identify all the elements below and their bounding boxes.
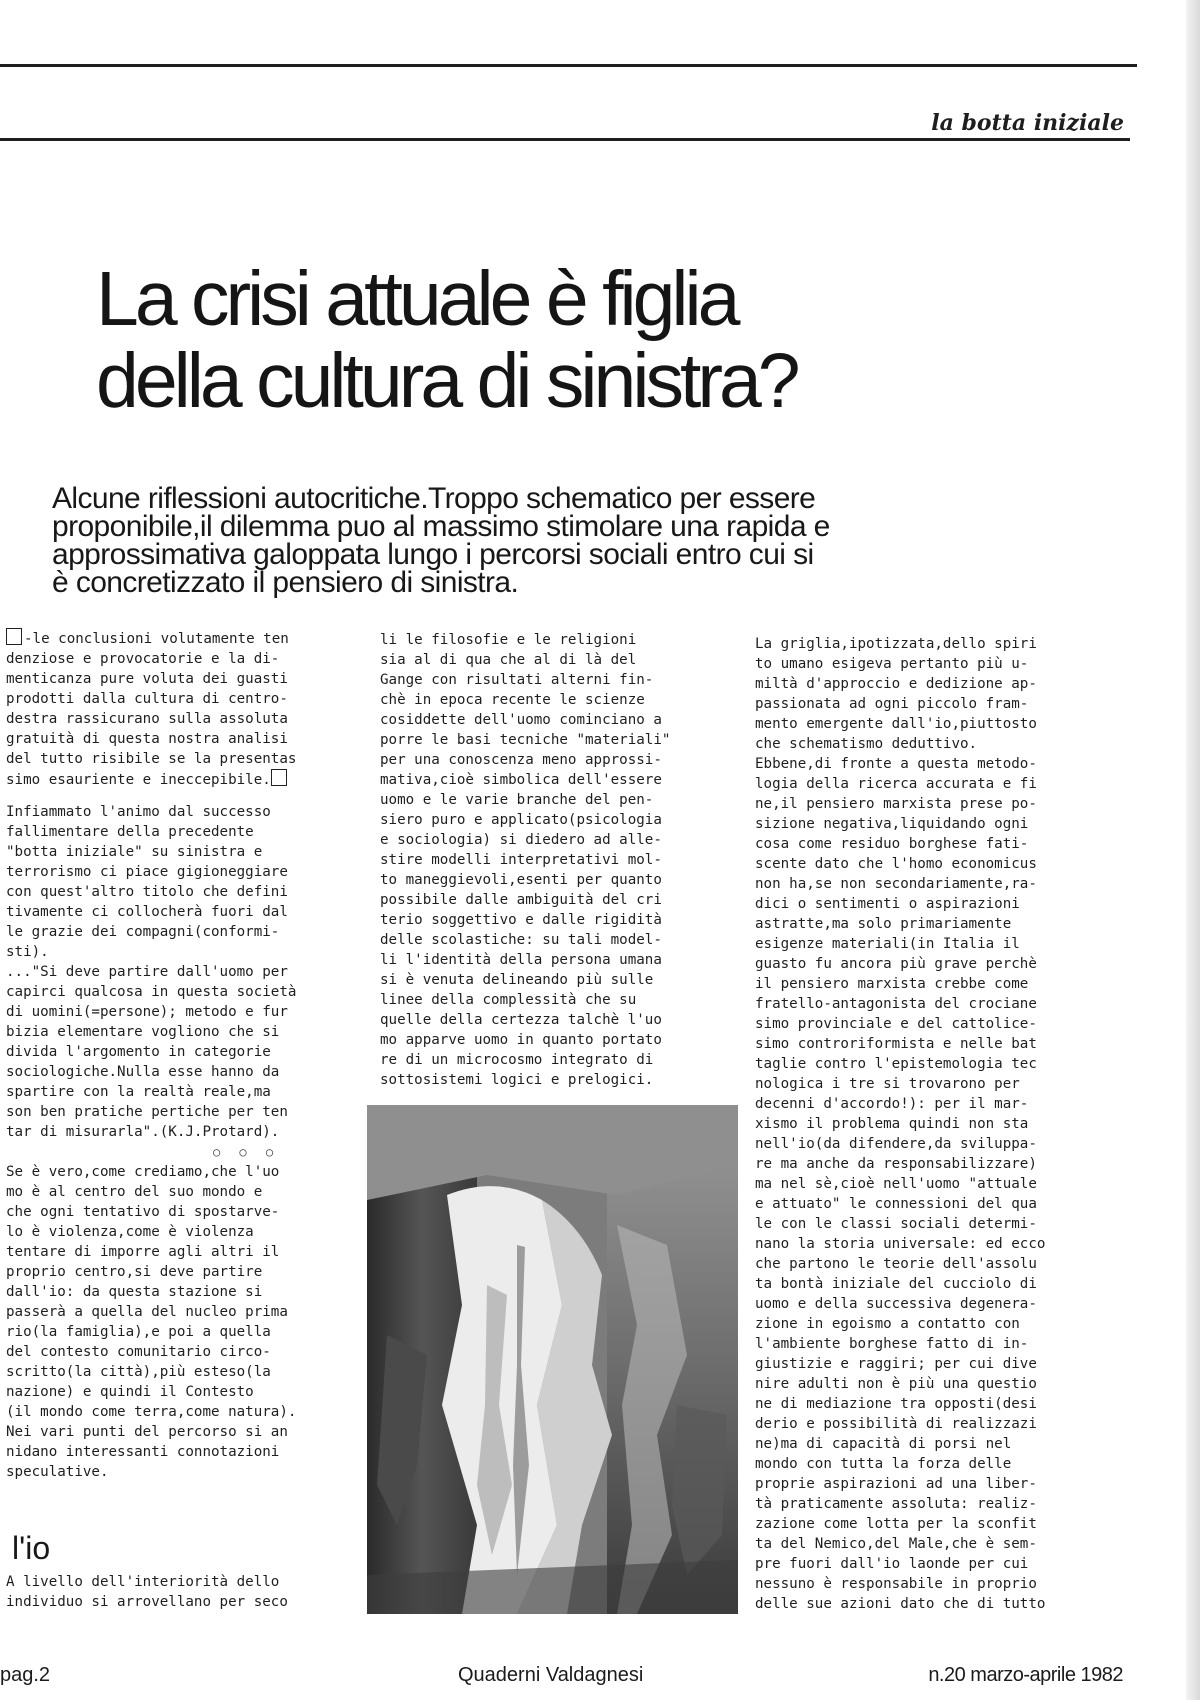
headline-line: della cultura di sinistra?: [96, 338, 797, 424]
text-line: [6, 1102, 366, 1122]
footer-publication: Quaderni Valdagnesi: [458, 1664, 644, 1686]
text-line-content: Ebbene,di fronte a questa metodo-: [755, 756, 1037, 772]
text-line-content: Se è vero,come crediamo,che l'uo: [6, 1164, 280, 1180]
text-line-content: li l'identità della persona umana: [380, 952, 662, 968]
text-line-content: guasto fu ancora più grave perchè: [755, 956, 1037, 972]
text-line: [755, 794, 1125, 814]
article-column-1-continued: [6, 1572, 366, 1612]
text-line: [755, 1274, 1125, 1294]
text-line: [755, 754, 1125, 774]
text-line-content: fallimentare della precedente: [6, 824, 254, 840]
text-line-content: porre le basi tecniche "materiali": [380, 732, 671, 748]
text-line: [380, 710, 740, 730]
text-line-content: sti).: [6, 944, 49, 960]
text-line-content: delle sue azioni dato che di tutto: [755, 1596, 1046, 1612]
text-line-content: terrorismo ci piace gigioneggiare: [6, 864, 288, 880]
text-line: [6, 922, 366, 942]
text-line: [755, 854, 1125, 874]
text-line: [6, 628, 366, 649]
text-line-content: La griglia,ipotizzata,dello spiri: [755, 636, 1037, 652]
text-line: [755, 994, 1125, 1014]
text-line: [755, 874, 1125, 894]
text-line-content: logia della ricerca accurata e fi: [755, 776, 1037, 792]
text-line-content: "botta iniziale" su sinistra e: [6, 844, 263, 860]
text-line: [6, 1182, 366, 1202]
text-line: [755, 1574, 1125, 1594]
text-line-content: passionata ad ogni piccolo fram-: [755, 696, 1029, 712]
text-line-content: ..."Si deve partire dall'uomo per: [6, 964, 288, 980]
deck: [52, 482, 1052, 599]
text-line: [380, 850, 740, 870]
text-line-content: mo è al centro del suo mondo e: [6, 1184, 263, 1200]
text-line: [755, 734, 1125, 754]
text-line-content: gratuità di questa nostra analisi: [6, 731, 288, 747]
text-line: [755, 714, 1125, 734]
text-line: [380, 1050, 740, 1070]
text-line-content: giustizie e raggiri; per cui dive: [755, 1356, 1037, 1372]
footer-issue: n.20 marzo-aprile 1982: [928, 1664, 1123, 1686]
text-line-content: ne,il pensiero marxista prese po-: [755, 796, 1037, 812]
text-line-content: xismo il problema quindi non sta: [755, 1116, 1029, 1132]
text-line: [6, 1202, 366, 1222]
text-line: [6, 1042, 366, 1062]
text-line: [380, 910, 740, 930]
illustration-photo: [367, 1105, 738, 1614]
text-line-content: l'ambiente borghese fatto di in-: [755, 1336, 1029, 1352]
text-line: [755, 1454, 1125, 1474]
text-line-content: simo provinciale e del cattolice-: [755, 1016, 1037, 1032]
text-line-content: tentare di imporre agli altri il: [6, 1244, 280, 1260]
text-line-content: cosiddette dell'uomo cominciano a: [380, 712, 662, 728]
text-line-content: tà praticamente assoluta: realiz-: [755, 1496, 1037, 1512]
text-line: [755, 1074, 1125, 1094]
text-line-content: rio(la famiglia),e poi a quella: [6, 1324, 271, 1340]
text-line-content: e sociologia) si diedero ad alle-: [380, 832, 662, 848]
text-line: [380, 630, 740, 650]
text-line-content: terio soggettivo e dalle rigidità: [380, 912, 662, 928]
text-line-content: sociologiche.Nulla esse hanno da: [6, 1064, 280, 1080]
text-line: [6, 1282, 366, 1302]
close-box-icon: [271, 769, 287, 786]
text-line: [6, 1302, 366, 1322]
text-line-content: decenni d'accordo!): per il mar-: [755, 1096, 1029, 1112]
text-line: [6, 1222, 366, 1242]
text-line-content: ne)ma di capacità di porsi nel: [755, 1436, 1012, 1452]
text-line-content: tivamente ci collocherà fuori dal: [6, 904, 288, 920]
text-line-content: simo esauriente e ineccepibile.: [6, 772, 271, 788]
text-line-content: scente dato che l'homo economicus: [755, 856, 1037, 872]
text-line-content: li le filosofie e le religioni: [380, 632, 637, 648]
text-line: [380, 990, 740, 1010]
text-line-content: ta del Nemico,del Male,che è sem-: [755, 1536, 1037, 1552]
text-line-content: (il mondo come terra,come natura).: [6, 1404, 297, 1420]
text-line-content: spartire con la realtà reale,ma: [6, 1084, 271, 1100]
text-line: [6, 822, 366, 842]
text-line-content: nidano interessanti connotazioni: [6, 1444, 280, 1460]
section-rule: [0, 138, 1130, 141]
text-line: [6, 749, 366, 769]
section-label: la botta iniziale: [931, 110, 1124, 136]
text-line: [6, 1572, 366, 1592]
text-line: [6, 689, 366, 709]
text-line-content: le con le classi sociali determi-: [755, 1216, 1037, 1232]
text-line: [380, 790, 740, 810]
text-line: [755, 1214, 1125, 1234]
text-line-content: taglie contro l'epistemologia tec: [755, 1056, 1037, 1072]
text-line: [755, 1354, 1125, 1374]
article-column-1: [6, 628, 366, 1482]
text-line-content: chè in epoca recente le scienze: [380, 692, 645, 708]
text-line-content: destra rassicurano sulla assoluta: [6, 711, 288, 727]
text-line-content: nessuno è responsabile in proprio: [755, 1576, 1037, 1592]
text-line: [380, 1070, 740, 1090]
text-line: [6, 769, 366, 790]
text-line: [6, 1382, 366, 1402]
text-line: [380, 930, 740, 950]
text-line: [755, 674, 1125, 694]
text-line: [380, 1030, 740, 1050]
text-line-content: zazione come lotta per la sconfit: [755, 1516, 1037, 1532]
text-line-content: e attuato" le connessioni del qua: [755, 1196, 1037, 1212]
text-line-content: siero puro e applicato(psicologia: [380, 812, 662, 828]
text-line-content: non ha,se non secondariamente,ra-: [755, 876, 1037, 892]
text-line-content: bizia elementare vogliono che si: [6, 1024, 280, 1040]
text-line: [6, 1402, 366, 1422]
text-line-content: speculative.: [6, 1464, 109, 1480]
text-line: [755, 1594, 1125, 1614]
text-line: [755, 1394, 1125, 1414]
text-line: [755, 1174, 1125, 1194]
text-line-content: possibile dalle ambiguità del cri: [380, 892, 662, 908]
text-line-content: delle scolastiche: su tali model-: [380, 932, 662, 948]
text-line: [380, 650, 740, 670]
text-line-content: zione in egoismo a contatto con: [755, 1316, 1020, 1332]
text-line: [6, 1442, 366, 1462]
text-line-content: menticanza pure voluta dei guasti: [6, 671, 288, 687]
text-line-content: prodotti dalla cultura di centro-: [6, 691, 288, 707]
top-rule: [0, 64, 1137, 67]
text-line: [755, 1194, 1125, 1214]
text-line: [380, 750, 740, 770]
text-line: [6, 649, 366, 669]
text-line: [380, 970, 740, 990]
text-line-content: mo apparve uomo in quanto portato: [380, 1032, 662, 1048]
text-line-content: le grazie dei compagni(conformi-: [6, 924, 280, 940]
page-edge-shadow: [1186, 0, 1200, 1700]
text-line-content: to umano esigeva pertanto più u-: [755, 656, 1029, 672]
text-line-content: Gange con risultati alterni fin-: [380, 672, 654, 688]
text-line: [6, 962, 366, 982]
text-line-content: ma nel sè,cioè nell'uomo "attuale: [755, 1176, 1037, 1192]
text-line-content: -le conclusioni volutamente ten: [24, 631, 289, 647]
article-column-2: [380, 630, 740, 1090]
text-line: [755, 1254, 1125, 1274]
text-line-content: sia al di qua che al di là del: [380, 652, 637, 668]
text-line-content: A livello dell'interiorità dello: [6, 1574, 280, 1590]
text-line: [380, 890, 740, 910]
text-line: [755, 1414, 1125, 1434]
text-line-content: si è venuta delineando più sulle: [380, 972, 654, 988]
text-line-content: del contesto comunitario circo-: [6, 1344, 271, 1360]
text-line: [380, 950, 740, 970]
text-line-content: simo controriformista e nelle bat: [755, 1036, 1037, 1052]
text-line: [6, 1262, 366, 1282]
deck-line: Alcune riflessioni autocritiche.Troppo schematico per essere: [52, 482, 816, 515]
text-line-content: denziose e provocatorie e la di-: [6, 651, 280, 667]
text-line: [755, 974, 1125, 994]
text-line: [6, 1322, 366, 1342]
text-line-content: ne di mediazione tra opposti(desi: [755, 1396, 1037, 1412]
section-separator: [6, 1142, 366, 1162]
text-line-content: lo è violenza,come è violenza: [6, 1224, 254, 1240]
text-line-content: pre fuori dall'io laonde per cui: [755, 1556, 1029, 1572]
text-line-content: con quest'altro titolo che defini: [6, 884, 288, 900]
text-line: [6, 1082, 366, 1102]
text-line-content: del tutto risibile se la presentas: [6, 751, 297, 767]
text-line-content: proprie aspirazioni ad una liber-: [755, 1476, 1037, 1492]
text-line: [380, 1010, 740, 1030]
text-line-content: mento emergente dall'io,piuttosto: [755, 716, 1037, 732]
text-line-content: dici o sentimenti o aspirazioni: [755, 896, 1020, 912]
text-line-content: re ma anche da responsabilizzare): [755, 1156, 1037, 1172]
text-line-content: son ben pratiche pertiche per ten: [6, 1104, 288, 1120]
text-line: [755, 634, 1125, 654]
text-line-content: derio e possibilità di realizzazi: [755, 1416, 1037, 1432]
text-line: [6, 842, 366, 862]
text-line: [6, 1022, 366, 1042]
text-line-content: sottosistemi logici e prelogici.: [380, 1072, 654, 1088]
text-line-content: uomo e della successiva degenera-: [755, 1296, 1037, 1312]
text-line: [6, 942, 366, 962]
text-line-content: uomo e le varie branche del pen-: [380, 792, 654, 808]
text-line-content: cosa come residuo borghese fati-: [755, 836, 1029, 852]
text-line-content: re di un microcosmo integrato di: [380, 1052, 654, 1068]
text-line: [6, 982, 366, 1002]
text-line-content: nazione) e quindi il Contesto: [6, 1384, 254, 1400]
text-line: [6, 902, 366, 922]
headline-line: La crisi attuale è figlia: [96, 256, 737, 342]
text-line: [380, 870, 740, 890]
text-line: [755, 1334, 1125, 1354]
text-line: [755, 1054, 1125, 1074]
text-line: [380, 670, 740, 690]
text-line: [6, 1122, 366, 1142]
text-line-content: ta bontà iniziale del cucciolo di: [755, 1276, 1037, 1292]
text-line-content: miltà d'approccio e dedizione ap-: [755, 676, 1037, 692]
text-line-content: proprio centro,si deve partire: [6, 1264, 263, 1280]
text-line-content: nano la storia universale: ed ecco: [755, 1236, 1046, 1252]
text-line-content: scritto(la città),più esteso(la: [6, 1364, 271, 1380]
text-line-content: quelle della certezza talchè l'uo: [380, 1012, 662, 1028]
paragraph-gap: [6, 790, 366, 802]
text-line: [755, 934, 1125, 954]
text-line-content: mativa,cioè simbolica dell'essere: [380, 772, 662, 788]
text-line-content: divida l'argomento in categorie: [6, 1044, 271, 1060]
text-line: [755, 1434, 1125, 1454]
text-line: [755, 894, 1125, 914]
text-line-content: dall'io: da questa stazione si: [6, 1284, 263, 1300]
text-line-content: esigenze materiali(in Italia il: [755, 936, 1020, 952]
text-line-content: nologica i tre si trovarono per: [755, 1076, 1020, 1092]
text-line: [6, 1062, 366, 1082]
text-line: [755, 1134, 1125, 1154]
text-line-content: capirci qualcosa in questa società: [6, 984, 297, 1000]
text-line: [755, 1494, 1125, 1514]
text-line-content: per una conoscenza meno approssi-: [380, 752, 662, 768]
text-line-content: che partono le teorie dell'assolu: [755, 1256, 1037, 1272]
text-line: [380, 810, 740, 830]
text-line-content: astratte,ma solo primariamente: [755, 916, 1012, 932]
text-line: [755, 1534, 1125, 1554]
text-line: [755, 1374, 1125, 1394]
text-line: [755, 1314, 1125, 1334]
text-line: [6, 1362, 366, 1382]
text-line: [755, 1554, 1125, 1574]
text-line-content: nire adulti non è più una questio: [755, 1376, 1037, 1392]
text-line: [755, 1014, 1125, 1034]
text-line: [755, 1234, 1125, 1254]
text-line: [755, 834, 1125, 854]
text-line-content: individuo si arrovellano per seco: [6, 1594, 288, 1610]
text-line: [6, 882, 366, 902]
text-line-content: Infiammato l'animo dal successo: [6, 804, 271, 820]
text-line: [6, 669, 366, 689]
text-line: [380, 830, 740, 850]
text-line-content: mondo con tutta la forza delle: [755, 1456, 1012, 1472]
text-line: [6, 1242, 366, 1262]
text-line: [755, 954, 1125, 974]
deck-line: proponibile,il dilemma puo al massimo stimolare una rapida e: [52, 510, 830, 543]
deck-line: approssimativa galoppata lungo i percorsi sociali entro cui si: [52, 538, 814, 571]
text-line: [380, 770, 740, 790]
subhead-io: l'io: [12, 1530, 51, 1566]
text-line: [6, 729, 366, 749]
text-line-content: tar di misurarla".(K.J.Protard).: [6, 1124, 280, 1140]
text-line: [755, 1094, 1125, 1114]
text-line: [380, 730, 740, 750]
text-line: [6, 1002, 366, 1022]
headline: [96, 258, 1116, 422]
text-line: [755, 1514, 1125, 1534]
text-line: [755, 694, 1125, 714]
text-line-content: fratello-antagonista del crociane: [755, 996, 1037, 1012]
text-line: [6, 862, 366, 882]
text-line: [6, 1342, 366, 1362]
text-line-content: che schematismo deduttivo.: [755, 736, 978, 752]
text-line: [755, 1474, 1125, 1494]
article-column-3: [755, 634, 1125, 1614]
text-line: [6, 1162, 366, 1182]
text-line-content: to maneggievoli,esenti per quanto: [380, 872, 662, 888]
text-line: [755, 1154, 1125, 1174]
text-line: [755, 1294, 1125, 1314]
text-line-content: stire modelli interpretativi mol-: [380, 852, 662, 868]
open-box-icon: [6, 628, 22, 645]
text-line-content: passerà a quella del nucleo prima: [6, 1304, 288, 1320]
text-line: [6, 709, 366, 729]
text-line-content: di uomini(=persone); metodo e fur: [6, 1004, 288, 1020]
text-line: [755, 774, 1125, 794]
text-line-content: ○ ○ ○: [212, 1145, 280, 1159]
text-line-content: linee della complessità che su: [380, 992, 637, 1008]
text-line: [6, 1462, 366, 1482]
text-line-content: che ogni tentativo di spostarve-: [6, 1204, 280, 1220]
text-line: [755, 914, 1125, 934]
text-line: [380, 690, 740, 710]
text-line: [755, 654, 1125, 674]
text-line: [755, 1034, 1125, 1054]
text-line-content: nell'io(da difendere,da sviluppa-: [755, 1136, 1037, 1152]
text-line-content: Nei vari punti del percorso si an: [6, 1424, 288, 1440]
text-line: [755, 1114, 1125, 1134]
text-line-content: il pensiero marxista crebbe come: [755, 976, 1029, 992]
text-line: [6, 1422, 366, 1442]
text-line: [6, 1592, 366, 1612]
text-line: [755, 814, 1125, 834]
footer-page-number: pag.2: [0, 1664, 51, 1686]
deck-line: è concretizzato il pensiero di sinistra.: [52, 566, 519, 599]
text-line-content: sizione negativa,liquidando ogni: [755, 816, 1029, 832]
text-line: [6, 802, 366, 822]
